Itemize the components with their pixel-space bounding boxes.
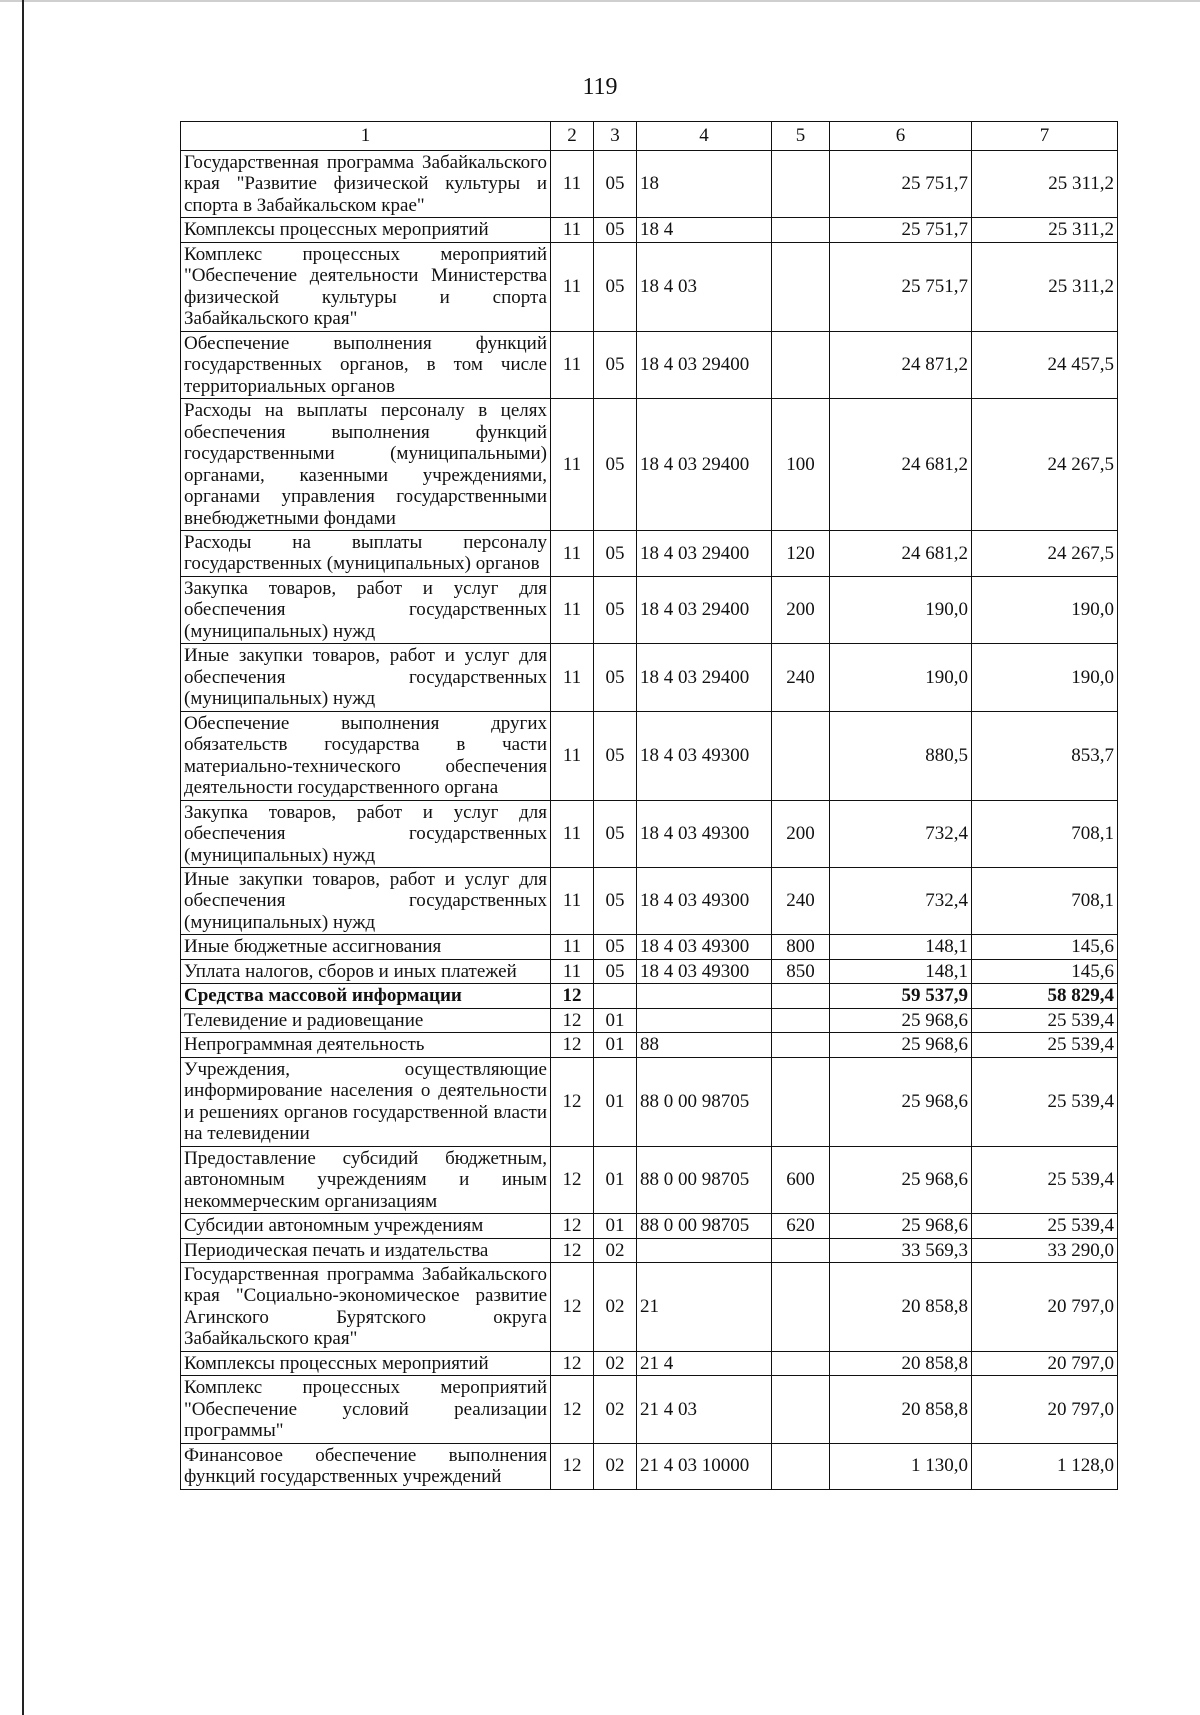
section-code-cell: 12 bbox=[551, 1238, 594, 1262]
table-row bbox=[181, 935, 1118, 959]
target-article-cell: 18 4 03 29400 bbox=[637, 644, 772, 711]
target-article-cell: 88 0 00 98705 bbox=[637, 1214, 772, 1238]
table-row bbox=[181, 331, 1118, 398]
section-code-cell: 11 bbox=[551, 935, 594, 959]
amount-year2-cell: 24 267,5 bbox=[972, 399, 1118, 531]
table-row bbox=[181, 218, 1118, 242]
subsection-code-cell: 02 bbox=[594, 1376, 637, 1443]
table-row bbox=[181, 1033, 1118, 1057]
table-row bbox=[181, 1057, 1118, 1146]
column-header: 7 bbox=[972, 122, 1118, 151]
section-code-cell: 12 bbox=[551, 1376, 594, 1443]
row-name-cell: Финансовое обеспечение выполнения функций государственных учреждений bbox=[181, 1443, 551, 1489]
row-name-cell: Комплексы процессных мероприятий bbox=[181, 1351, 551, 1375]
subsection-code-cell: 02 bbox=[594, 1262, 637, 1351]
expense-type-cell bbox=[772, 1057, 830, 1146]
expense-type-cell bbox=[772, 1443, 830, 1489]
column-header: 2 bbox=[551, 122, 594, 151]
expense-type-cell: 240 bbox=[772, 644, 830, 711]
amount-year1-cell: 25 968,6 bbox=[830, 1033, 972, 1057]
expense-type-cell: 240 bbox=[772, 868, 830, 935]
expense-type-cell: 200 bbox=[772, 800, 830, 867]
budget-table bbox=[180, 121, 1118, 1490]
expense-type-cell: 100 bbox=[772, 399, 830, 531]
row-name-cell: Обеспечение выполнения функций государственных органов, в том числе территориальных органов bbox=[181, 331, 551, 398]
target-article-cell: 18 4 03 49300 bbox=[637, 959, 772, 983]
amount-year2-cell: 58 829,4 bbox=[972, 984, 1118, 1008]
subsection-code-cell: 05 bbox=[594, 800, 637, 867]
amount-year2-cell: 708,1 bbox=[972, 800, 1118, 867]
row-name-cell: Предоставление субсидий бюджетным, автономным учреждениям и иным некоммерческим организациям bbox=[181, 1146, 551, 1213]
target-article-cell: 18 4 bbox=[637, 218, 772, 242]
column-header: 3 bbox=[594, 122, 637, 151]
amount-year1-cell: 33 569,3 bbox=[830, 1238, 972, 1262]
expense-type-cell bbox=[772, 1351, 830, 1375]
section-code-cell: 12 bbox=[551, 1443, 594, 1489]
amount-year1-cell: 20 858,8 bbox=[830, 1351, 972, 1375]
table-row bbox=[181, 151, 1118, 218]
target-article-cell: 18 4 03 49300 bbox=[637, 800, 772, 867]
row-name-cell: Субсидии автономным учреждениям bbox=[181, 1214, 551, 1238]
section-code-cell: 11 bbox=[551, 868, 594, 935]
section-code-cell: 11 bbox=[551, 530, 594, 576]
amount-year1-cell: 1 130,0 bbox=[830, 1443, 972, 1489]
table-row bbox=[181, 1262, 1118, 1351]
subsection-code-cell: 05 bbox=[594, 399, 637, 531]
table-row bbox=[181, 1008, 1118, 1032]
subsection-code-cell: 05 bbox=[594, 868, 637, 935]
expense-type-cell: 800 bbox=[772, 935, 830, 959]
row-name-cell: Непрограммная деятельность bbox=[181, 1033, 551, 1057]
row-name-cell: Иные закупки товаров, работ и услуг для обеспечения государственных (муниципальных) нужд bbox=[181, 868, 551, 935]
amount-year2-cell: 145,6 bbox=[972, 935, 1118, 959]
row-name-cell: Иные закупки товаров, работ и услуг для обеспечения государственных (муниципальных) нужд bbox=[181, 644, 551, 711]
target-article-cell: 18 4 03 29400 bbox=[637, 399, 772, 531]
amount-year1-cell: 25 968,6 bbox=[830, 1008, 972, 1032]
amount-year1-cell: 24 681,2 bbox=[830, 530, 972, 576]
target-article-cell bbox=[637, 1238, 772, 1262]
expense-type-cell bbox=[772, 151, 830, 218]
column-number-row bbox=[181, 122, 1118, 151]
amount-year2-cell: 33 290,0 bbox=[972, 1238, 1118, 1262]
target-article-cell: 21 4 03 bbox=[637, 1376, 772, 1443]
section-code-cell: 12 bbox=[551, 984, 594, 1008]
expense-type-cell: 120 bbox=[772, 530, 830, 576]
row-name-cell: Расходы на выплаты персоналу государственных (муниципальных) органов bbox=[181, 530, 551, 576]
section-code-cell: 11 bbox=[551, 151, 594, 218]
section-code-cell: 11 bbox=[551, 644, 594, 711]
amount-year1-cell: 148,1 bbox=[830, 959, 972, 983]
subsection-code-cell: 05 bbox=[594, 959, 637, 983]
subsection-code-cell: 01 bbox=[594, 1057, 637, 1146]
amount-year1-cell: 24 871,2 bbox=[830, 331, 972, 398]
column-header: 6 bbox=[830, 122, 972, 151]
subsection-code-cell: 01 bbox=[594, 1214, 637, 1238]
table-row bbox=[181, 242, 1118, 331]
amount-year2-cell: 25 311,2 bbox=[972, 242, 1118, 331]
section-code-cell: 12 bbox=[551, 1033, 594, 1057]
amount-year2-cell: 25 311,2 bbox=[972, 218, 1118, 242]
subsection-code-cell: 01 bbox=[594, 1008, 637, 1032]
table-row bbox=[181, 800, 1118, 867]
target-article-cell: 21 bbox=[637, 1262, 772, 1351]
subsection-code-cell: 01 bbox=[594, 1033, 637, 1057]
table-row bbox=[181, 644, 1118, 711]
amount-year1-cell: 20 858,8 bbox=[830, 1376, 972, 1443]
target-article-cell bbox=[637, 984, 772, 1008]
section-code-cell: 12 bbox=[551, 1351, 594, 1375]
section-code-cell: 11 bbox=[551, 711, 594, 800]
expense-type-cell bbox=[772, 1262, 830, 1351]
row-name-cell: Закупка товаров, работ и услуг для обеспечения государственных (муниципальных) нужд bbox=[181, 576, 551, 643]
amount-year2-cell: 25 539,4 bbox=[972, 1057, 1118, 1146]
row-name-cell: Уплата налогов, сборов и иных платежей bbox=[181, 959, 551, 983]
section-code-cell: 12 bbox=[551, 1214, 594, 1238]
section-code-cell: 12 bbox=[551, 1146, 594, 1213]
amount-year2-cell: 708,1 bbox=[972, 868, 1118, 935]
target-article-cell: 18 4 03 29400 bbox=[637, 331, 772, 398]
row-name-cell: Государственная программа Забайкальского края "Социально-экономическое развитие Агинского Бурятского округа Забайкальского края" bbox=[181, 1262, 551, 1351]
amount-year2-cell: 853,7 bbox=[972, 711, 1118, 800]
target-article-cell: 21 4 03 10000 bbox=[637, 1443, 772, 1489]
target-article-cell: 18 bbox=[637, 151, 772, 218]
amount-year1-cell: 190,0 bbox=[830, 576, 972, 643]
table-row bbox=[181, 1443, 1118, 1489]
amount-year2-cell: 20 797,0 bbox=[972, 1376, 1118, 1443]
amount-year2-cell: 25 539,4 bbox=[972, 1008, 1118, 1032]
section-code-cell: 11 bbox=[551, 959, 594, 983]
amount-year1-cell: 20 858,8 bbox=[830, 1262, 972, 1351]
section-code-cell: 12 bbox=[551, 1057, 594, 1146]
amount-year2-cell: 25 311,2 bbox=[972, 151, 1118, 218]
subsection-code-cell: 02 bbox=[594, 1351, 637, 1375]
table-row bbox=[181, 868, 1118, 935]
amount-year1-cell: 732,4 bbox=[830, 868, 972, 935]
amount-year1-cell: 732,4 bbox=[830, 800, 972, 867]
amount-year2-cell: 190,0 bbox=[972, 644, 1118, 711]
subsection-code-cell: 05 bbox=[594, 644, 637, 711]
section-code-cell: 12 bbox=[551, 1262, 594, 1351]
amount-year2-cell: 25 539,4 bbox=[972, 1146, 1118, 1213]
section-code-cell: 11 bbox=[551, 576, 594, 643]
amount-year2-cell: 25 539,4 bbox=[972, 1214, 1118, 1238]
row-name-cell: Комплекс процессных мероприятий "Обеспечение деятельности Министерства физической культуры и спорта Забайкальского края" bbox=[181, 242, 551, 331]
subsection-code-cell: 05 bbox=[594, 151, 637, 218]
subsection-code-cell: 05 bbox=[594, 242, 637, 331]
scan-edge-top bbox=[0, 0, 1200, 2]
expense-type-cell bbox=[772, 711, 830, 800]
subsection-code-cell: 05 bbox=[594, 530, 637, 576]
table-row bbox=[181, 1351, 1118, 1375]
amount-year2-cell: 190,0 bbox=[972, 576, 1118, 643]
expense-type-cell: 850 bbox=[772, 959, 830, 983]
amount-year2-cell: 1 128,0 bbox=[972, 1443, 1118, 1489]
target-article-cell: 18 4 03 29400 bbox=[637, 576, 772, 643]
amount-year2-cell: 25 539,4 bbox=[972, 1033, 1118, 1057]
section-code-cell: 11 bbox=[551, 331, 594, 398]
table-row bbox=[181, 399, 1118, 531]
expense-type-cell: 600 bbox=[772, 1146, 830, 1213]
amount-year1-cell: 25 968,6 bbox=[830, 1146, 972, 1213]
table-row bbox=[181, 1238, 1118, 1262]
expense-type-cell bbox=[772, 218, 830, 242]
section-code-cell: 11 bbox=[551, 800, 594, 867]
amount-year1-cell: 25 751,7 bbox=[830, 218, 972, 242]
subsection-code-cell: 05 bbox=[594, 331, 637, 398]
expense-type-cell bbox=[772, 1008, 830, 1032]
row-name-cell: Учреждения, осуществляющие информирование населения о деятельности и решениях органов государственной власти на телевидении bbox=[181, 1057, 551, 1146]
row-name-cell: Средства массовой информации bbox=[181, 984, 551, 1008]
table-row bbox=[181, 576, 1118, 643]
row-name-cell: Комплекс процессных мероприятий "Обеспечение условий реализации программы" bbox=[181, 1376, 551, 1443]
target-article-cell: 18 4 03 29400 bbox=[637, 530, 772, 576]
table-row bbox=[181, 1376, 1118, 1443]
table-row bbox=[181, 530, 1118, 576]
page-number: 119 bbox=[582, 74, 618, 100]
subsection-code-cell bbox=[594, 984, 637, 1008]
amount-year1-cell: 25 751,7 bbox=[830, 151, 972, 218]
amount-year1-cell: 880,5 bbox=[830, 711, 972, 800]
target-article-cell: 88 0 00 98705 bbox=[637, 1146, 772, 1213]
expense-type-cell: 200 bbox=[772, 576, 830, 643]
target-article-cell: 88 0 00 98705 bbox=[637, 1057, 772, 1146]
table-row bbox=[181, 984, 1118, 1008]
target-article-cell: 21 4 bbox=[637, 1351, 772, 1375]
row-name-cell: Закупка товаров, работ и услуг для обеспечения государственных (муниципальных) нужд bbox=[181, 800, 551, 867]
table-row bbox=[181, 711, 1118, 800]
expense-type-cell bbox=[772, 331, 830, 398]
expense-type-cell bbox=[772, 1033, 830, 1057]
column-header: 4 bbox=[637, 122, 772, 151]
amount-year2-cell: 24 267,5 bbox=[972, 530, 1118, 576]
expense-type-cell: 620 bbox=[772, 1214, 830, 1238]
target-article-cell: 88 bbox=[637, 1033, 772, 1057]
scan-edge-left bbox=[22, 0, 24, 1715]
amount-year1-cell: 190,0 bbox=[830, 644, 972, 711]
target-article-cell: 18 4 03 49300 bbox=[637, 868, 772, 935]
expense-type-cell bbox=[772, 1376, 830, 1443]
row-name-cell: Комплексы процессных мероприятий bbox=[181, 218, 551, 242]
amount-year2-cell: 20 797,0 bbox=[972, 1351, 1118, 1375]
table-row bbox=[181, 1146, 1118, 1213]
subsection-code-cell: 02 bbox=[594, 1238, 637, 1262]
amount-year2-cell: 145,6 bbox=[972, 959, 1118, 983]
subsection-code-cell: 01 bbox=[594, 1146, 637, 1213]
section-code-cell: 11 bbox=[551, 218, 594, 242]
row-name-cell: Обеспечение выполнения других обязательств государства в части материально-технического обеспечения деятельности государственного органа bbox=[181, 711, 551, 800]
row-name-cell: Периодическая печать и издательства bbox=[181, 1238, 551, 1262]
expense-type-cell bbox=[772, 984, 830, 1008]
target-article-cell: 18 4 03 49300 bbox=[637, 935, 772, 959]
target-article-cell: 18 4 03 49300 bbox=[637, 711, 772, 800]
amount-year1-cell: 25 751,7 bbox=[830, 242, 972, 331]
amount-year1-cell: 148,1 bbox=[830, 935, 972, 959]
subsection-code-cell: 05 bbox=[594, 576, 637, 643]
amount-year1-cell: 59 537,9 bbox=[830, 984, 972, 1008]
section-code-cell: 11 bbox=[551, 242, 594, 331]
section-code-cell: 11 bbox=[551, 399, 594, 531]
column-header: 5 bbox=[772, 122, 830, 151]
subsection-code-cell: 05 bbox=[594, 935, 637, 959]
target-article-cell bbox=[637, 1008, 772, 1032]
column-header: 1 bbox=[181, 122, 551, 151]
subsection-code-cell: 05 bbox=[594, 711, 637, 800]
amount-year2-cell: 20 797,0 bbox=[972, 1262, 1118, 1351]
expense-type-cell bbox=[772, 242, 830, 331]
table-row bbox=[181, 959, 1118, 983]
subsection-code-cell: 05 bbox=[594, 218, 637, 242]
table-row bbox=[181, 1214, 1118, 1238]
subsection-code-cell: 02 bbox=[594, 1443, 637, 1489]
section-code-cell: 12 bbox=[551, 1008, 594, 1032]
amount-year1-cell: 24 681,2 bbox=[830, 399, 972, 531]
target-article-cell: 18 4 03 bbox=[637, 242, 772, 331]
row-name-cell: Расходы на выплаты персоналу в целях обеспечения выполнения функций государственными (муниципальными) органами, казенными учреждениями, органами управления государственными внебюджетными фондами bbox=[181, 399, 551, 531]
row-name-cell: Телевидение и радиовещание bbox=[181, 1008, 551, 1032]
row-name-cell: Иные бюджетные ассигнования bbox=[181, 935, 551, 959]
expense-type-cell bbox=[772, 1238, 830, 1262]
amount-year1-cell: 25 968,6 bbox=[830, 1214, 972, 1238]
amount-year2-cell: 24 457,5 bbox=[972, 331, 1118, 398]
amount-year1-cell: 25 968,6 bbox=[830, 1057, 972, 1146]
row-name-cell: Государственная программа Забайкальского края "Развитие физической культуры и спорта в Забайкальском крае" bbox=[181, 151, 551, 218]
